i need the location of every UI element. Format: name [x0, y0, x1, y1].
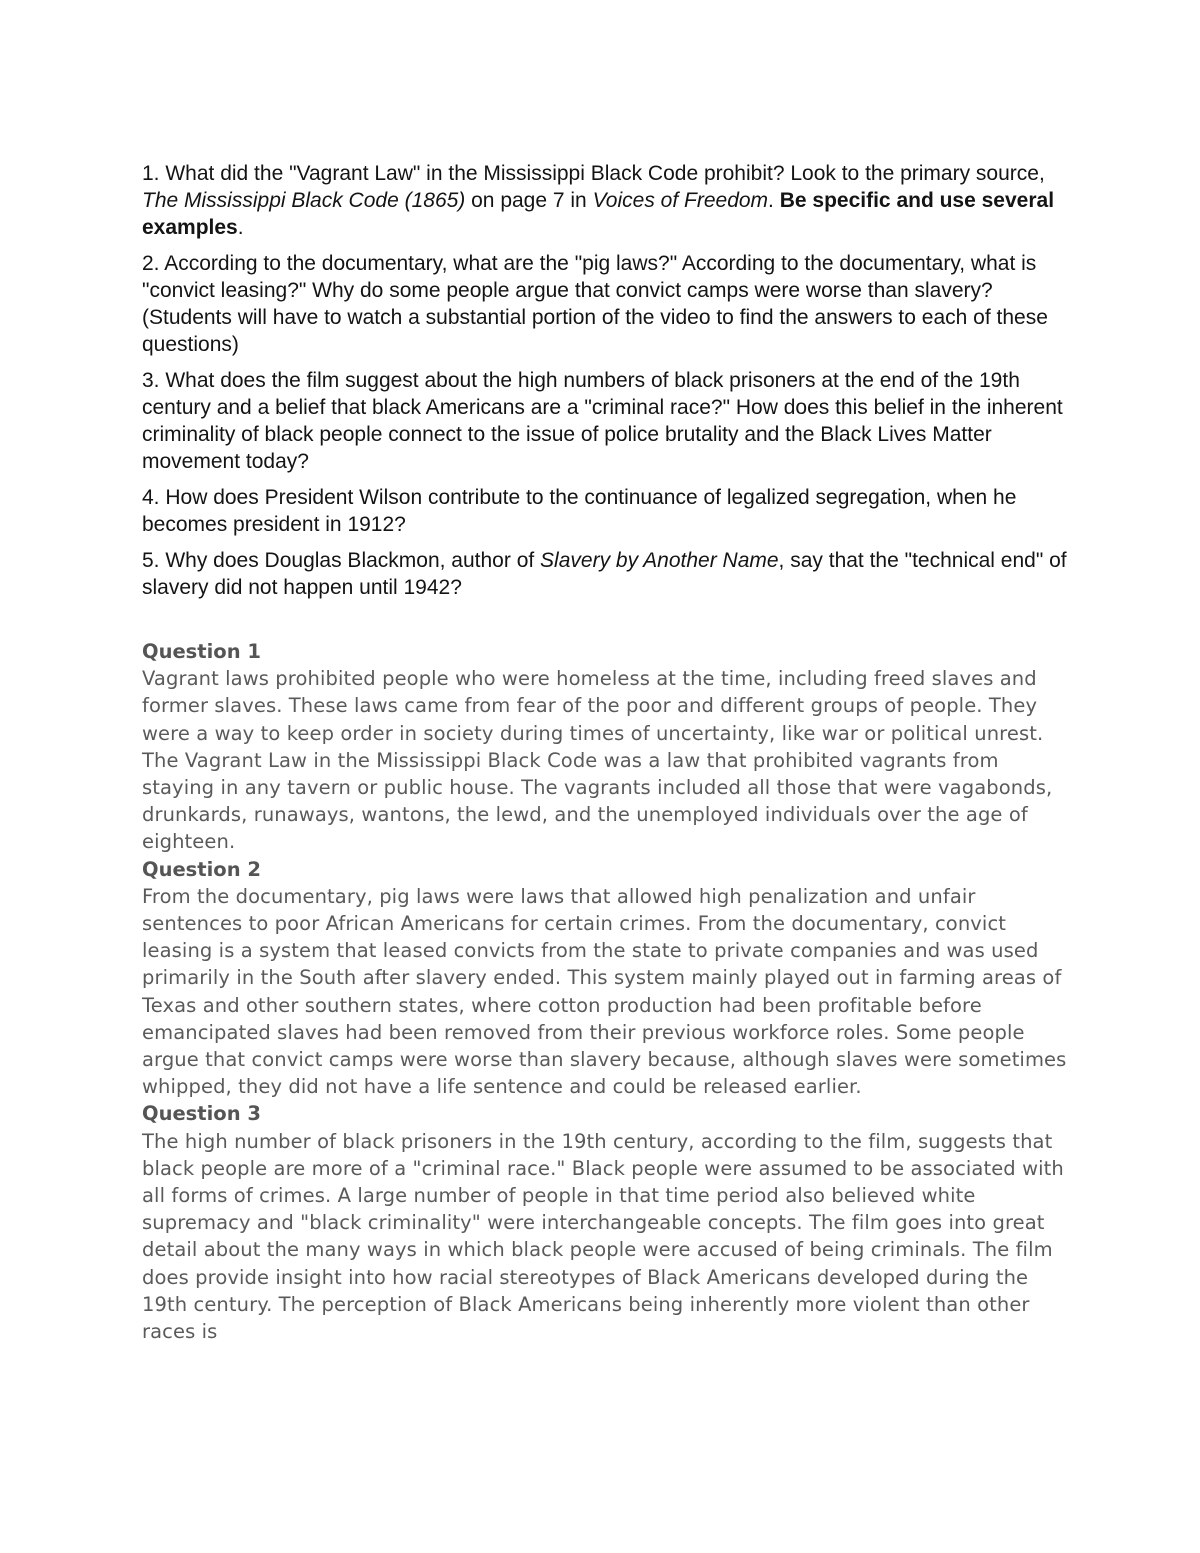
prompt-1-book-title: Voices of Freedom — [592, 189, 769, 212]
prompt-4: 4. How does President Wilson contribute to the continuance of legalized segregation, when he becomes president in 1912? — [142, 486, 1017, 536]
prompt-1 — [142, 160, 1072, 241]
prompt-1-source-title: The Mississippi Black Code (1865) — [142, 189, 466, 212]
prompt-3: 3. What does the film suggest about the high numbers of black prisoners at the end of the 19th century and a belief that black Americans are a "criminal race?" How does this belief in the inherent criminality of black people connect to the issue of police brutality and the Black Lives Matter movement today? — [142, 369, 1063, 473]
prompt-5-book-title: Slavery by Another Name — [540, 549, 779, 572]
prompt-1-after-book: . — [768, 189, 780, 212]
answer-2-body: From the documentary, pig laws were laws that allowed high penalization and unfair sentences to poor African Americans for certain crimes. From the documentary, convict leasing is a system that leased convicts from the state to private companies and was used primarily in the South after slavery ended. This system mainly played out in farming areas of Texas and other southern states, where cotton production had been profitable before emancipated slaves had been removed from their previous workforce roles. Some people argue that convict camps were worse than slavery because, although slaves were sometimes whipped, they did not have a life sentence and could be released earlier. — [142, 884, 1067, 1099]
answer-2-heading: Question 2 — [142, 857, 261, 881]
answer-3-heading: Question 3 — [142, 1102, 261, 1126]
prompt-5 — [142, 547, 1072, 601]
answer-1-heading: Question 1 — [142, 640, 261, 663]
prompt-1-emphasis: Be specific and use several examples — [142, 189, 1055, 239]
prompt-1-mid: on page 7 in — [465, 189, 593, 212]
prompt-5-lead: 5. Why does Douglas Blackmon, author of — [142, 549, 541, 572]
answers-section — [142, 638, 1072, 1345]
prompt-1-lead: 1. What did the "Vagrant Law" in the Mississippi Black Code prohibit? Look to the primary source, — [142, 162, 1045, 185]
prompt-2: 2. According to the documentary, what are the "pig laws?" According to the documentary, what is "convict leasing?" Why do some people argue that convict camps were worse than slavery? (Students will have to watch a substantial portion of the video to find the answers to each of these questions) — [142, 252, 1048, 356]
answer-3-body: The high number of black prisoners in the 19th century, according to the film, suggests that black people are more of a "criminal race." Black people were assumed to be associated with all forms of crimes. A large number of people in that time period also believed white supremacy and "black criminality" were interchangeable concepts. The film goes into great detail about the many ways in which black people were accused of being criminals. The film does provide insight into how racial stereotypes of Black Americans developed during the 19th century. The perception of Black Americans being inherently more violent than other races is — [142, 1129, 1064, 1344]
prompt-1-end: . — [237, 216, 244, 239]
document-page — [142, 160, 1072, 1345]
prompt-5-end: , say that the "technical end" of slavery did not happen until 1942? — [142, 549, 1067, 599]
answer-1-body: Vagrant laws prohibited people who were homeless at the time, including freed slaves and former slaves. These laws came from fear of the poor and different groups of people. They were a way to keep order in society during times of uncertainty, like war or political unrest. The Vagrant Law in the Mississippi Black Code was a law that prohibited vagrants from staying in any tavern or public house. The vagrants included all those that were vagabonds, drunkards, runaways, wantons, the lewd, and the unemployed individuals over the age of eighteen. — [142, 667, 1053, 854]
